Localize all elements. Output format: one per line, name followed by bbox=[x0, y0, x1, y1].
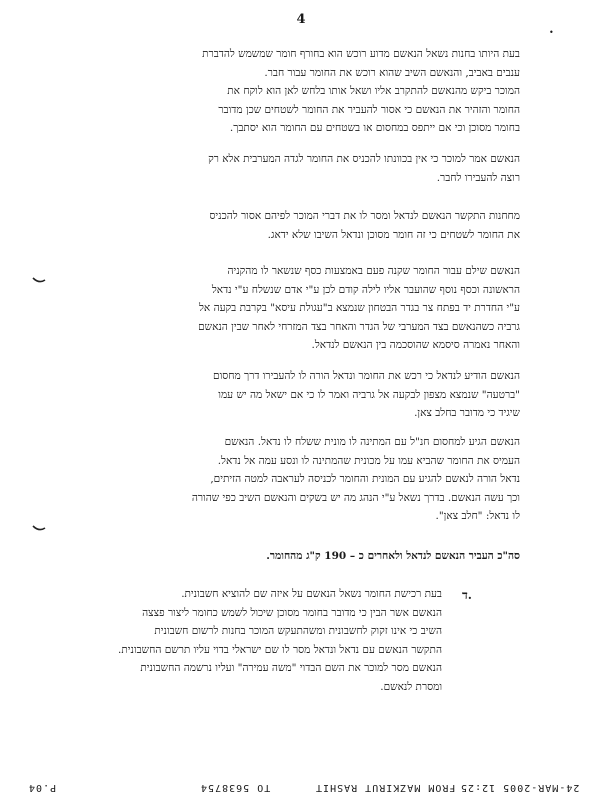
paragraph-line: בעת רכישת החומר נשאל הנאשם על איזה שם להוציא חשבונית. bbox=[181, 588, 442, 600]
paragraph-6 bbox=[70, 433, 520, 526]
paragraph-4 bbox=[70, 262, 520, 355]
paragraph-2 bbox=[70, 150, 520, 187]
paragraph-line: ענבים באביב, והנאשם השיב שהוא רוכש את החומר עבור חבר. bbox=[264, 66, 520, 79]
paragraph-line: לו נדאל: "חלב צאן". bbox=[435, 510, 520, 522]
paragraph-line: בחומר מסוכן וכי אם ייתפס במחסום או בשטחים עם החומר הוא יסתבך. bbox=[229, 122, 520, 134]
fax-sender: FROM MAZKIRUT RASHIT bbox=[315, 782, 456, 793]
paragraph-line: גרביה כשהנאשם בצד המערבי של הגדר והאחר בצד המזרחי לאחר שבין הנאשם bbox=[198, 320, 520, 333]
paragraph-8 bbox=[52, 585, 442, 696]
paragraph-line: העמיס את החומר שהביא עמו על מכונית שהמתינה לו ונסע עמה אל נדאל. bbox=[217, 454, 520, 467]
paragraph-line: מחחנות התקשר הנאשם לנדאל ומסר לו את דברי המוכר לפיהם אסור להכניס bbox=[209, 210, 520, 222]
paragraph-line: ע"י החדרת יד בפתח צר בגדר הבטחון שנמצא ב"עגולת עיסא" בקרבת בקעה אל bbox=[199, 302, 520, 314]
paragraph-line: "ברטעה" שנמצא מצפון לבקעה אל גרביה ואמר לו כי אם ישאל מה יש עמו bbox=[218, 388, 520, 401]
paragraph-line: והאחר נאמרה סיסמא שהוסכמה בין הנאשם לנדאל. bbox=[311, 339, 520, 351]
paragraph-line: סה"כ העביר הנאשם לנדאל ולאחרים כ – 190 ק"ג מהחומר. bbox=[266, 550, 520, 562]
paragraph-line: החומר והזהיר את הנאשם כי אסור להעביר את החומר לשטחים שכן מדובר bbox=[218, 103, 520, 116]
paragraph-line: שיגיד כי מדובר בחלב צאן. bbox=[414, 407, 520, 419]
paragraph-5 bbox=[70, 367, 520, 423]
paragraph-line: הנאשם הודיע לנדאל כי רכש את החומר ונדאל הורה לו להעבירו דרך מחסום bbox=[213, 370, 520, 382]
paragraph-line: הנאשם שילם עבור החומר שקנה פעם באמצעות כסף שנשאר לו מהקניה bbox=[227, 265, 520, 277]
fax-number: TO 5638754 bbox=[200, 782, 271, 793]
paragraph-line: הנאשם אשר הבין כי מדובר בחומר מסוכן שיכול לשמש כחומר ליצור פצצה bbox=[142, 606, 442, 619]
paragraph-3 bbox=[70, 207, 520, 244]
paragraph-1 bbox=[70, 45, 520, 138]
summary-line bbox=[70, 547, 520, 566]
paragraph-line: הראשונה וכסף נוסף שהועבר אליו לילה קודם לכן ע"י אדם שנשלח ע"י נדאל bbox=[211, 283, 520, 296]
fax-page: P.04 bbox=[28, 782, 57, 793]
paragraph-line: הנאשם אמר למוכר כי אין בכוונתו להכניס את החומר לגדה המערבית אלא רק bbox=[208, 153, 520, 165]
margin-mark-upper bbox=[32, 276, 46, 284]
fax-datetime: 24-MAR-2005 12:25 bbox=[460, 782, 580, 793]
margin-mark-lower bbox=[32, 524, 46, 532]
paragraph-line: ומסרת לנאשם. bbox=[380, 680, 442, 693]
paragraph-line: הנאשם מסר למוכר את השם הבדוי "משה עמירה" ועליו נרשמה החשבונית bbox=[140, 662, 442, 674]
paragraph-line: רוצה להעבירו לחבר. bbox=[436, 171, 520, 184]
paragraph-line: המוכר ביקש מהנאשם להתקרב אליו ושאל אותו בלחש לאן הוא לוקח את bbox=[227, 85, 520, 97]
paragraph-line: בעת היותו בחנות נשאל הנאשם מדוע רוכש הוא בחורף חומר שמשמש להדברת bbox=[202, 48, 520, 60]
scan-speck: • bbox=[549, 28, 554, 37]
fax-footer bbox=[0, 780, 602, 800]
paragraph-line: השיב כי אינו זקוק לחשבונית ומשהתעקש המוכר בחנות לרשום חשבונית bbox=[154, 625, 442, 637]
paragraph-line: התקשר הנאשם עם נדאל ונדאל מסר לו שם ישראלי בדוי עליו תרשם החשבונית. bbox=[118, 643, 442, 656]
paragraph-line: וכך עשה הנאשם. בדרך נשאל ע"י הנהג מה יש בשקים והנאשם השיב כפי שהורה bbox=[191, 491, 520, 504]
page-number: 4 bbox=[296, 12, 306, 27]
section-letter: ד. bbox=[462, 588, 472, 602]
paragraph-line: את החומר לשטחים כי זה חומר מסוכן ונדאל השיבו שלא ידאג. bbox=[267, 228, 520, 241]
paragraph-line: הנאשם הגיע למחסום חנ"ל עם המתינה לו מונית ששלח לו נדאל. הנאשם bbox=[224, 436, 520, 448]
paragraph-line: נדאל הורה לנאשם להגיע עם המונית והחומר לכניסה לעראבה למטה הזיתים, bbox=[210, 473, 520, 485]
